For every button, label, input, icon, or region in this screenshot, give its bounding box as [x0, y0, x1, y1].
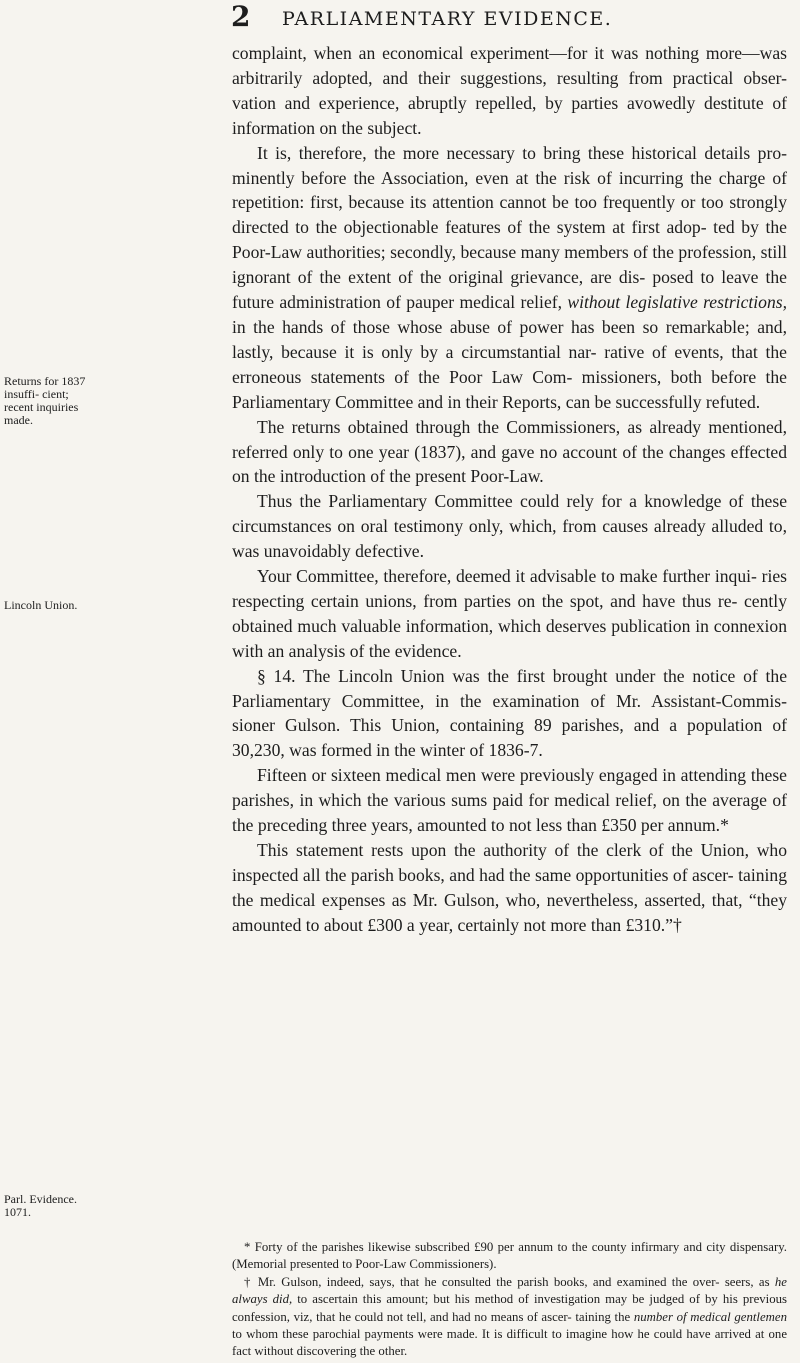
body-text: [232, 41, 787, 938]
page-number: 2: [231, 0, 251, 33]
paragraph-4: Thus the Parliamentary Committee could rely for a knowledge of these circumstances on oral testimony only, which, from causes already alluded to, was unavoidably defective.: [232, 491, 787, 562]
footnote-2: † Mr. Gulson, indeed, says, that he consulted the parish books, and examined the over- seers, as he always did, to ascertain this amount; but his method of investigation may be judged of by his previous confession, viz, that he could not tell, and had no means of ascer- taining the number of medical gentlemen to whom these parochial payments were made. It is difficult to imagine how he could have arrived at one fact without discovering the other.: [232, 1274, 787, 1359]
paragraph-1: complaint, when an economical experiment—for it was nothing more—was arbitrarily adopted, and their suggestions, resulting from practical obser- vation and experience, abruptly repelled, by parties avowedly destitute of information on the subject.: [232, 43, 787, 138]
paragraph-6: § 14. The Lincoln Union was the first brought under the notice of the Parliamentary Committee, in the examination of Mr. Assistant-Commis- sioner Gulson. This Union, containing 89 parishes, and a population of 30,230, was formed in the winter of 1836-7.: [232, 665, 787, 761]
margin-note-returns: Returns for 1837 insuffi- cient; recent inquiries made.: [4, 374, 86, 427]
footnote-1: * Forty of the parishes likewise subscribed £90 per annum to the county infirmary and city dispensary. (Memorial presented to Poor-Law Commissioners).: [232, 1240, 787, 1272]
paragraph-5: Your Committee, therefore, deemed it advisable to make further inqui- ries respecting certain unions, from parties on the spot, and have thus re- cently obtained much valuable information, which deserves publication in connexion with an analysis of the evidence.: [232, 566, 787, 661]
margin-note-lincoln: Lincoln Union.: [4, 598, 78, 612]
paragraph-2: It is, therefore, the more necessary to bring these historical details pro- minently before the Association, even at the risk of incurring the charge of repetition: first, because its attention cannot be too frequently or too strongly directed to the objectionable features of the system at first adop- ted by the Poor-Law authorities; secondly, because many members of the profession, still ignorant of the extent of the original grievance, are dis- posed to leave the future administration of pauper medical relief, without legislative restrictions, in the hands of those whose abuse of power has been so remarkable; and, lastly, because it is only by a circumstantial nar- rative of events, that the erroneous statements of the Poor Law Com- missioners, both before the Parliamentary Committee and in their Reports, can be successfully refuted.: [232, 142, 787, 412]
running-head: PARLIAMENTARY EVIDENCE.: [282, 8, 613, 30]
paragraph-7: Fifteen or sixteen medical men were previously engaged in attending these parishes, in which the various sums paid for medical relief, on the average of the preceding three years, amounted to not less than £350 per annum.*: [232, 765, 787, 836]
margin-note-parl: Parl. Evidence. 1071.: [4, 1192, 77, 1219]
footnotes: [232, 1239, 787, 1361]
paragraph-8: This statement rests upon the authority of the clerk of the Union, who inspected all the parish books, and had the same opportunities of ascer- taining the medical expenses as Mr. Gulson, who, nevertheless, asserted, that, “they amounted to about £300 a year, certainly not more than £310.”†: [232, 840, 787, 935]
paragraph-3: The returns obtained through the Commissioners, as already mentioned, referred only to one year (1837), and gave no account of the changes effected on the introduction of the present Poor-Law.: [232, 416, 787, 487]
